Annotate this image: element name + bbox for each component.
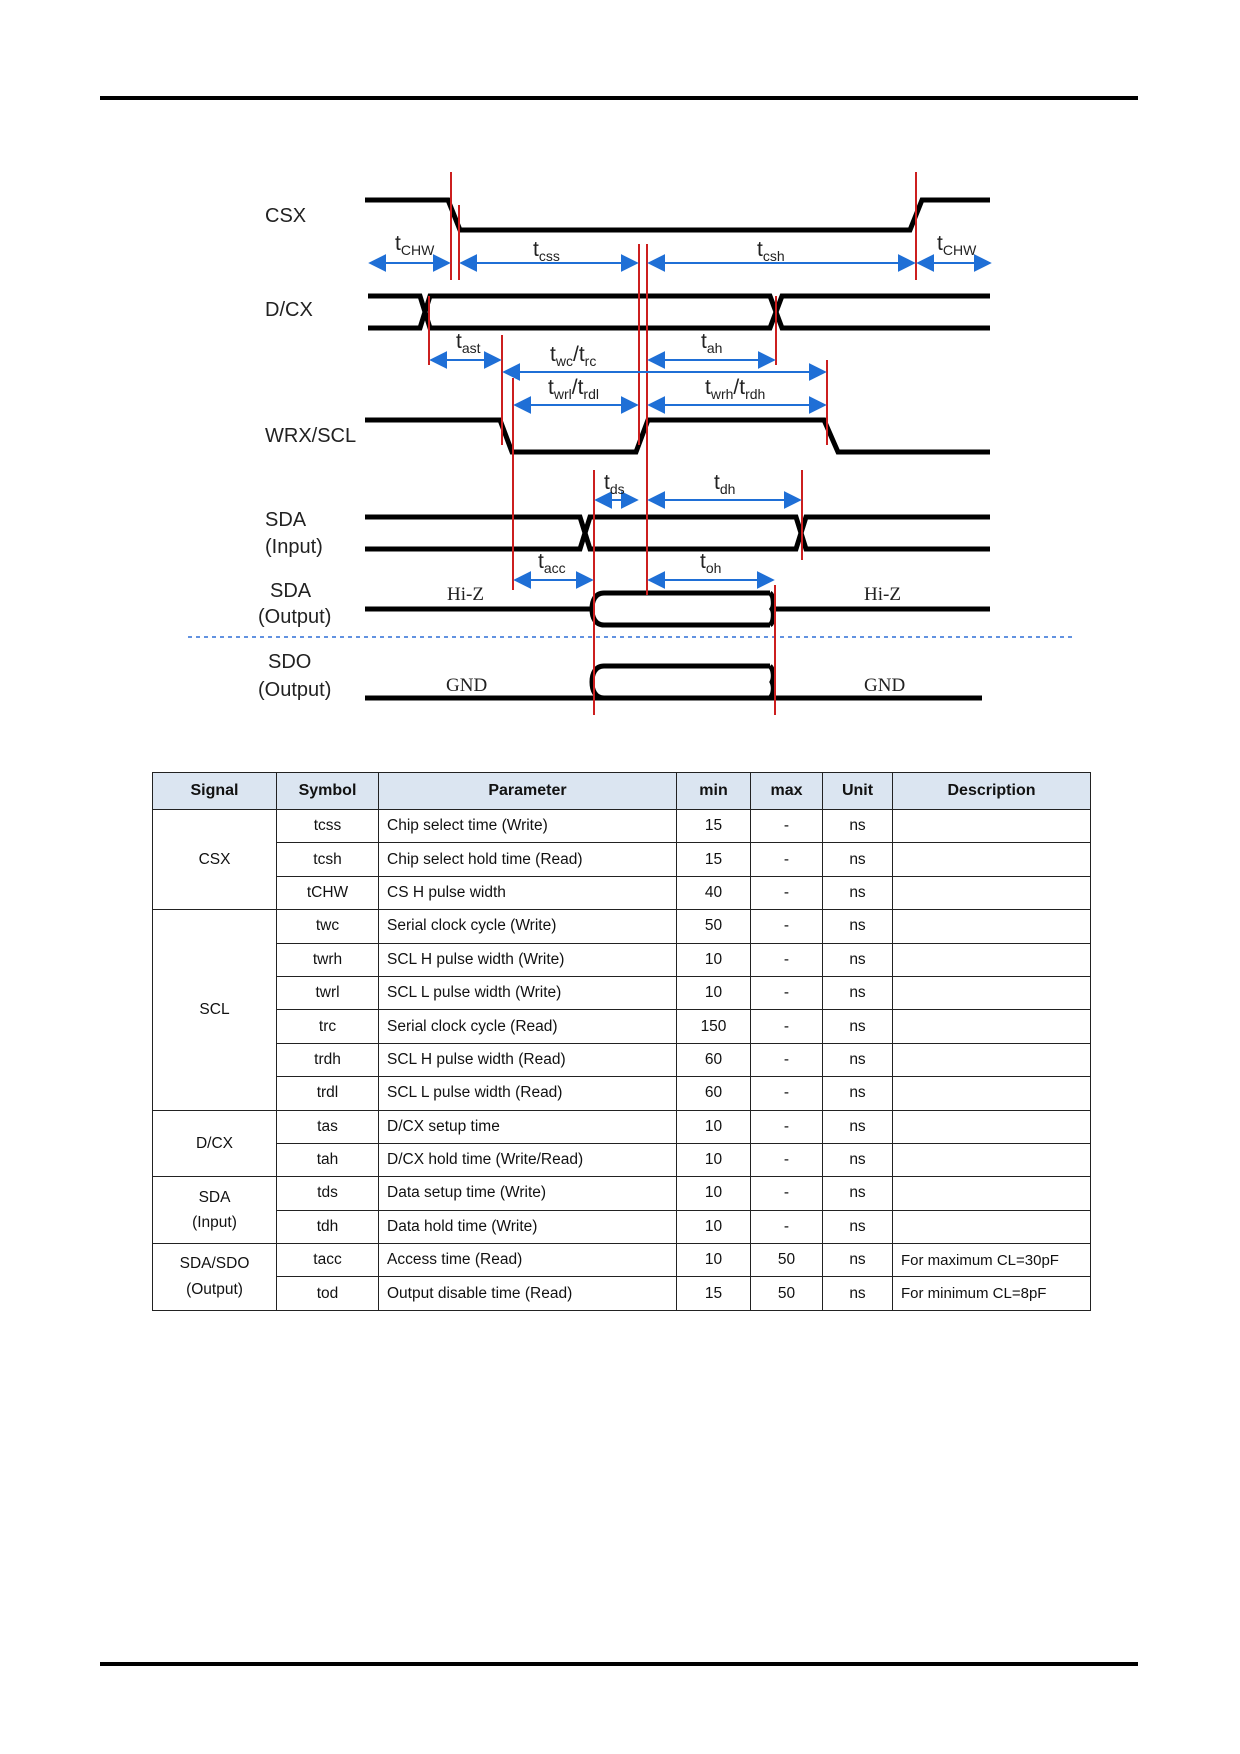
header-signal: Signal bbox=[153, 773, 277, 810]
timing-label-tcss: $t_{css}$ bbox=[533, 238, 560, 264]
max-cell: 50 bbox=[751, 1244, 823, 1277]
description-cell bbox=[893, 1143, 1091, 1176]
state-label-hiz-left: Hi-Z bbox=[447, 584, 484, 605]
parameter-cell: Serial clock cycle (Read) bbox=[379, 1010, 677, 1043]
table-row bbox=[153, 810, 1091, 843]
timing-label-tdh: $t_{dh}$ bbox=[714, 471, 736, 497]
max-cell: - bbox=[751, 843, 823, 876]
description-cell bbox=[893, 1110, 1091, 1143]
description-cell bbox=[893, 810, 1091, 843]
symbol-cell: tah bbox=[277, 1143, 379, 1176]
min-cell: 15 bbox=[677, 810, 751, 843]
description-cell bbox=[893, 976, 1091, 1009]
timing-label-toh: $t_{oh}$ bbox=[700, 550, 722, 576]
table-row bbox=[153, 876, 1091, 909]
min-cell: 10 bbox=[677, 1143, 751, 1176]
waveform-wrx-scl bbox=[365, 420, 990, 452]
timing-label-tchw-left: $t_{CHW}$ bbox=[395, 232, 435, 258]
max-cell: - bbox=[751, 910, 823, 943]
timing-label-twrh-trdh: $t_{wrh}/t_{rdh}$ bbox=[705, 376, 766, 402]
signal-cell bbox=[153, 1177, 277, 1244]
table-row bbox=[153, 910, 1091, 943]
unit-cell: ns bbox=[823, 1077, 893, 1110]
symbol-cell: tacc bbox=[277, 1244, 379, 1277]
timing-label-twrl-trdl: $t_{wrl}/t_{rdl}$ bbox=[548, 376, 599, 402]
min-cell: 40 bbox=[677, 876, 751, 909]
signal-cell bbox=[153, 810, 277, 910]
signal-cell bbox=[153, 910, 277, 1110]
table-body bbox=[153, 810, 1091, 1311]
max-cell: - bbox=[751, 1110, 823, 1143]
parameter-cell: Chip select time (Write) bbox=[379, 810, 677, 843]
table-row bbox=[153, 843, 1091, 876]
timing-spec-table bbox=[152, 772, 1091, 1311]
state-label-gnd-left: GND bbox=[446, 675, 488, 696]
timing-diagram bbox=[0, 0, 1240, 760]
table-row bbox=[153, 1010, 1091, 1043]
description-cell bbox=[893, 910, 1091, 943]
symbol-cell: tcss bbox=[277, 810, 379, 843]
symbol-cell: tas bbox=[277, 1110, 379, 1143]
symbol-cell: tdh bbox=[277, 1210, 379, 1243]
parameter-cell: SCL H pulse width (Write) bbox=[379, 943, 677, 976]
table-row bbox=[153, 976, 1091, 1009]
header-parameter: Parameter bbox=[379, 773, 677, 810]
parameter-cell: Serial clock cycle (Write) bbox=[379, 910, 677, 943]
min-cell: 60 bbox=[677, 1077, 751, 1110]
unit-cell: ns bbox=[823, 976, 893, 1009]
signal-label-sdo: SDO bbox=[268, 651, 312, 673]
description-cell bbox=[893, 843, 1091, 876]
parameter-cell: SCL H pulse width (Read) bbox=[379, 1043, 677, 1076]
symbol-cell: twc bbox=[277, 910, 379, 943]
signal-name: CSX bbox=[198, 850, 231, 868]
max-cell: - bbox=[751, 1077, 823, 1110]
signal-name: SCL bbox=[199, 1001, 230, 1019]
description-cell bbox=[893, 943, 1091, 976]
signal-name: SDA/SDO bbox=[179, 1255, 250, 1273]
timing-label-tds: $t_{ds}$ bbox=[604, 471, 625, 497]
parameter-cell: Data setup time (Write) bbox=[379, 1177, 677, 1210]
parameter-cell: D/CX setup time bbox=[379, 1110, 677, 1143]
min-cell: 10 bbox=[677, 976, 751, 1009]
timing-label-tacc: $t_{acc}$ bbox=[538, 550, 566, 576]
table-header-row bbox=[153, 773, 1091, 810]
unit-cell: ns bbox=[823, 1210, 893, 1243]
symbol-cell: tds bbox=[277, 1177, 379, 1210]
signal-label-dcx: D/CX bbox=[265, 299, 313, 321]
unit-cell: ns bbox=[823, 943, 893, 976]
symbol-cell: trdh bbox=[277, 1043, 379, 1076]
signal-label-sda-output: SDA bbox=[270, 580, 312, 602]
max-cell: - bbox=[751, 976, 823, 1009]
parameter-cell: Data hold time (Write) bbox=[379, 1210, 677, 1243]
parameter-cell: CS H pulse width bbox=[379, 876, 677, 909]
parameter-cell: Chip select hold time (Read) bbox=[379, 843, 677, 876]
timing-label-twc-trc: $t_{wc}/t_{rc}$ bbox=[550, 343, 597, 369]
symbol-cell: tcsh bbox=[277, 843, 379, 876]
header-max: max bbox=[751, 773, 823, 810]
parameter-cell: SCL L pulse width (Write) bbox=[379, 976, 677, 1009]
min-cell: 10 bbox=[677, 1244, 751, 1277]
unit-cell: ns bbox=[823, 1277, 893, 1310]
symbol-cell: twrh bbox=[277, 943, 379, 976]
state-label-gnd-right: GND bbox=[864, 675, 906, 696]
timing-label-tchw-right: $t_{CHW}$ bbox=[937, 232, 977, 258]
waveform-dcx bbox=[368, 296, 990, 328]
max-cell: - bbox=[751, 1043, 823, 1076]
description-cell bbox=[893, 1010, 1091, 1043]
header-symbol: Symbol bbox=[277, 773, 379, 810]
parameter-cell: D/CX hold time (Write/Read) bbox=[379, 1143, 677, 1176]
min-cell: 15 bbox=[677, 843, 751, 876]
header-min: min bbox=[677, 773, 751, 810]
table-row bbox=[153, 1143, 1091, 1176]
symbol-cell: tod bbox=[277, 1277, 379, 1310]
symbol-cell: trc bbox=[277, 1010, 379, 1043]
description-cell bbox=[893, 1210, 1091, 1243]
unit-cell: ns bbox=[823, 910, 893, 943]
signal-name: SDA bbox=[198, 1188, 231, 1206]
signal-label-csx: CSX bbox=[265, 205, 307, 227]
min-cell: 10 bbox=[677, 1110, 751, 1143]
signal-name: (Output) bbox=[186, 1280, 243, 1298]
signal-name: (Input) bbox=[192, 1214, 237, 1232]
table-row bbox=[153, 1244, 1091, 1277]
signal-label-sda-input: SDA bbox=[265, 509, 307, 531]
symbol-cell: tCHW bbox=[277, 876, 379, 909]
unit-cell: ns bbox=[823, 1043, 893, 1076]
signal-label-wrx: WRX/SCL bbox=[265, 425, 357, 447]
unit-cell: ns bbox=[823, 1244, 893, 1277]
min-cell: 50 bbox=[677, 910, 751, 943]
description-cell: For minimum CL=8pF bbox=[893, 1277, 1091, 1310]
unit-cell: ns bbox=[823, 1143, 893, 1176]
max-cell: - bbox=[751, 943, 823, 976]
header-description: Description bbox=[893, 773, 1091, 810]
waveform-sda-input bbox=[365, 517, 990, 549]
min-cell: 10 bbox=[677, 943, 751, 976]
timing-label-tcsh: $t_{csh}$ bbox=[757, 238, 785, 264]
unit-cell: ns bbox=[823, 1177, 893, 1210]
max-cell: - bbox=[751, 1177, 823, 1210]
table-row bbox=[153, 1110, 1091, 1143]
min-cell: 60 bbox=[677, 1043, 751, 1076]
timing-label-tast: $t_{ast}$ bbox=[456, 330, 481, 356]
table-row bbox=[153, 1177, 1091, 1210]
min-cell: 10 bbox=[677, 1210, 751, 1243]
table-row bbox=[153, 1210, 1091, 1243]
table-row bbox=[153, 1043, 1091, 1076]
unit-cell: ns bbox=[823, 1010, 893, 1043]
table-row bbox=[153, 1077, 1091, 1110]
parameter-cell: Access time (Read) bbox=[379, 1244, 677, 1277]
description-cell bbox=[893, 876, 1091, 909]
timing-label-tah: $t_{ah}$ bbox=[701, 330, 723, 356]
max-cell: - bbox=[751, 876, 823, 909]
description-cell bbox=[893, 1077, 1091, 1110]
footer-rule bbox=[100, 1662, 1138, 1666]
header-unit: Unit bbox=[823, 773, 893, 810]
parameter-cell: Output disable time (Read) bbox=[379, 1277, 677, 1310]
state-label-hiz-right: Hi-Z bbox=[864, 584, 901, 605]
unit-cell: ns bbox=[823, 810, 893, 843]
signal-label-sdo-sub: (Output) bbox=[258, 679, 332, 701]
signal-cell bbox=[153, 1110, 277, 1177]
signal-label-sda-output-sub: (Output) bbox=[258, 606, 332, 628]
table-row bbox=[153, 943, 1091, 976]
unit-cell: ns bbox=[823, 1110, 893, 1143]
signal-cell bbox=[153, 1244, 277, 1311]
description-cell: For maximum CL=30pF bbox=[893, 1244, 1091, 1277]
max-cell: - bbox=[751, 1010, 823, 1043]
unit-cell: ns bbox=[823, 876, 893, 909]
min-cell: 150 bbox=[677, 1010, 751, 1043]
min-cell: 15 bbox=[677, 1277, 751, 1310]
max-cell: - bbox=[751, 1210, 823, 1243]
min-cell: 10 bbox=[677, 1177, 751, 1210]
symbol-cell: twrl bbox=[277, 976, 379, 1009]
table-row bbox=[153, 1277, 1091, 1310]
description-cell bbox=[893, 1177, 1091, 1210]
signal-label-sda-input-sub: (Input) bbox=[265, 536, 323, 558]
description-cell bbox=[893, 1043, 1091, 1076]
max-cell: - bbox=[751, 1143, 823, 1176]
max-cell: 50 bbox=[751, 1277, 823, 1310]
unit-cell: ns bbox=[823, 843, 893, 876]
signal-name: D/CX bbox=[195, 1134, 234, 1152]
parameter-cell: SCL L pulse width (Read) bbox=[379, 1077, 677, 1110]
reference-lines bbox=[429, 172, 916, 715]
symbol-cell: trdl bbox=[277, 1077, 379, 1110]
max-cell: - bbox=[751, 810, 823, 843]
